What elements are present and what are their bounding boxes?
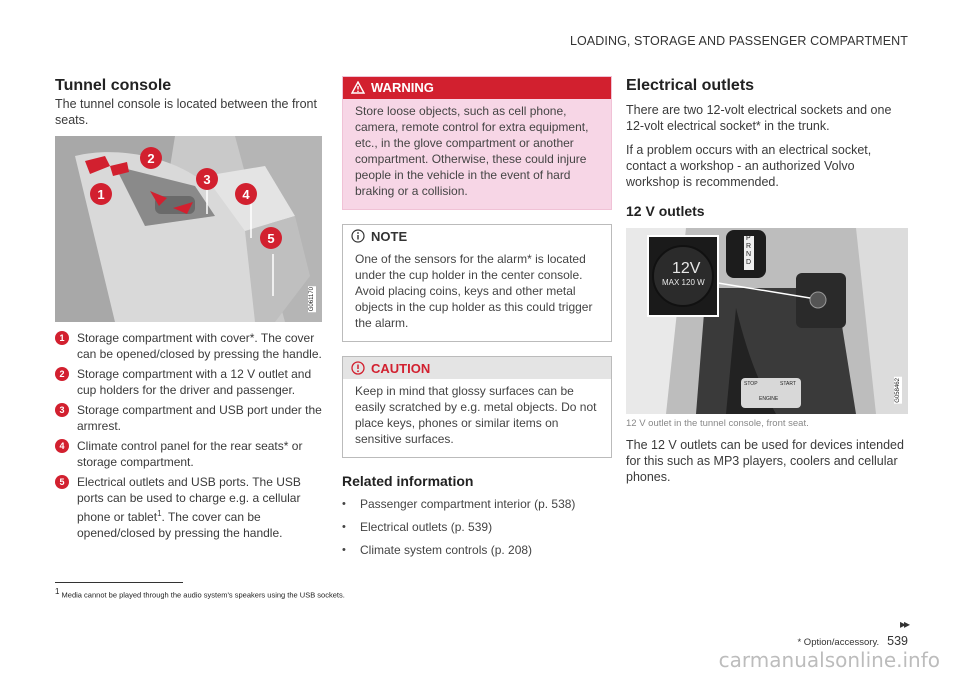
- footnote-divider: [55, 582, 183, 583]
- footnote-ref[interactable]: 1: [157, 509, 162, 518]
- callout-text-part: . The cover can be opened/closed by pressing the handle.: [77, 510, 283, 540]
- page-header-title: LOADING, STORAGE AND PASSENGER COMPARTMENT: [569, 34, 908, 48]
- console-drawing: [55, 136, 322, 322]
- tunnel-console-illustration: [55, 136, 322, 322]
- caution-box: [342, 356, 612, 458]
- note-label: NOTE: [371, 228, 408, 244]
- warning-label: WARNING: [371, 80, 434, 95]
- paragraph: There are two 12-volt electrical sockets and one 12-volt electrical socket* in the trunk.: [626, 103, 892, 133]
- outlet-photo: [626, 228, 908, 414]
- svg-text:4: 4: [242, 187, 250, 202]
- svg-text:1: 1: [97, 187, 105, 202]
- warning-header: [343, 77, 611, 99]
- list-item: [55, 438, 322, 470]
- paragraph: The 12 V outlets can be used for devices intended for this such as MP3 players, coolers and cellular phones.: [626, 438, 904, 484]
- callout-text-part: Electrical outlets and USB ports. The USB ports can be used to charge e.g. a cellular phone or tablet: [77, 475, 301, 524]
- caution-text: Keep in mind that glossy surfaces can be easily scratched by e.g. metal objects. Do not place keys, phones or similar items on sensitive surfaces.: [355, 384, 597, 446]
- related-link-text[interactable]: Passenger compartment interior (p. 538): [360, 497, 576, 511]
- start-button-label: START: [780, 381, 796, 387]
- callout-number-badge: 3: [55, 403, 69, 417]
- callout-text: Storage compartment and USB port under the armrest.: [77, 403, 322, 433]
- list-item: [55, 366, 322, 398]
- electrical-outlets-section: [626, 76, 908, 485]
- related-info-heading: Related information: [342, 473, 474, 489]
- callout-text: Climate control panel for the rear seats* or storage compartment.: [77, 439, 303, 469]
- related-link[interactable]: [342, 519, 612, 535]
- figure-code: G061170: [309, 286, 315, 311]
- callout-number-badge: 4: [55, 439, 69, 453]
- next-page-arrows-icon[interactable]: ▸▸: [899, 617, 908, 631]
- note-text: Avoid placing coins, keys and other metal objects in the cup holder as this could trigger the alarm.: [355, 284, 593, 330]
- callout-number-badge: 1: [55, 331, 69, 345]
- note-text: One of the sensors for the alarm* is located under the cup holder in the center console.: [355, 252, 586, 282]
- related-links-list: [342, 496, 612, 558]
- bullet-icon: •: [342, 498, 346, 510]
- notices-section: [342, 76, 612, 565]
- gear-label-r: R: [746, 243, 752, 250]
- related-link[interactable]: [342, 496, 612, 512]
- section-heading: Electrical outlets: [626, 77, 755, 94]
- callout-text: [77, 474, 322, 541]
- list-item: [55, 402, 322, 434]
- outlet-photo-drawing: [626, 228, 908, 414]
- callout-number-badge: 2: [55, 367, 69, 381]
- info-icon: [351, 229, 365, 243]
- watermark: carmanualsonline.info: [718, 648, 940, 672]
- svg-text:3: 3: [203, 172, 211, 187]
- note-box: [342, 224, 612, 342]
- svg-text:5: 5: [267, 231, 275, 246]
- footnote-mark: 1: [55, 587, 60, 596]
- section-heading: Tunnel console: [55, 77, 172, 94]
- inset-label-max: MAX 120 W: [662, 278, 705, 287]
- callout-list: [55, 330, 322, 541]
- caution-icon: [351, 361, 365, 375]
- callout-text: Storage compartment with a 12 V outlet and cup holders for the driver and passenger.: [77, 367, 312, 397]
- gear-label-d: D: [746, 259, 752, 266]
- figure-code: G058462: [895, 378, 901, 403]
- page-footer: [797, 634, 908, 648]
- warning-box: [342, 76, 612, 210]
- callout-text: Storage compartment with cover*. The cover can be opened/closed by pressing the handle.: [77, 331, 322, 361]
- related-link[interactable]: [342, 542, 612, 558]
- gear-label-n: N: [746, 251, 752, 258]
- note-header: [343, 225, 611, 247]
- footnote-text: Media cannot be played through the audio system's speakers using the USB sockets.: [61, 590, 345, 600]
- gear-label-p: P: [746, 235, 751, 242]
- engine-button-label: ENGINE: [759, 396, 779, 402]
- option-accessory-note: * Option/accessory.: [797, 637, 880, 648]
- page-number: 539: [887, 634, 908, 648]
- intro-text: The tunnel console is located between the front seats.: [55, 97, 317, 127]
- list-item: [55, 330, 322, 362]
- inset-label-12v: 12V: [672, 260, 701, 277]
- bullet-icon: •: [342, 521, 346, 533]
- tunnel-console-section: [55, 76, 322, 545]
- caution-header: [343, 357, 611, 379]
- list-item: [55, 474, 322, 541]
- paragraph: If a problem occurs with an electrical socket, contact a workshop - an authorized Volvo workshop is recommended.: [626, 143, 872, 189]
- caution-label: CAUTION: [371, 360, 431, 376]
- note-body: [343, 247, 611, 341]
- warning-text: Store loose objects, such as cell phone, camera, remote control for extra equipment, etc., in the glove compartment or another compartment. Otherwise, these could injure people in the vehicle in the event of hard braking or a collision.: [343, 99, 611, 209]
- bullet-icon: •: [342, 544, 346, 556]
- subsection-heading: 12 V outlets: [626, 203, 705, 219]
- warning-triangle-icon: [351, 81, 365, 94]
- figure-caption: 12 V outlet in the tunnel console, front seat.: [626, 418, 809, 429]
- svg-text:2: 2: [147, 151, 155, 166]
- stop-button-label: STOP: [744, 381, 758, 387]
- callout-number-badge: 5: [55, 475, 69, 489]
- footnote: [55, 587, 345, 600]
- related-link-text[interactable]: Electrical outlets (p. 539): [360, 520, 493, 534]
- related-link-text[interactable]: Climate system controls (p. 208): [360, 543, 533, 557]
